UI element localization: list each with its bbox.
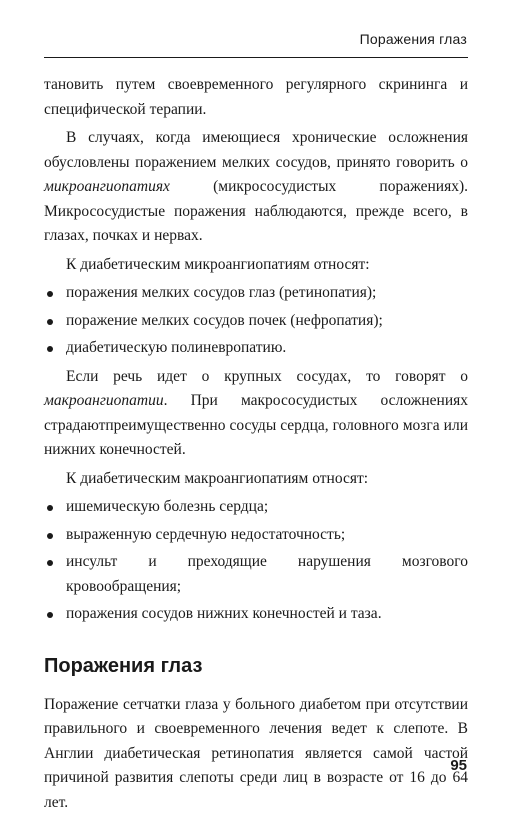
section-title: Поражения глаз bbox=[44, 653, 468, 679]
running-head: Поражения глаз bbox=[360, 31, 467, 47]
paragraph-micro-list-intro: К диабетическим микроангиопатиям относят: bbox=[44, 253, 468, 278]
paragraph-retinopathy: Поражение сетчатки глаза у больного диабетом при отсутствии правильного и своевременного лечения ведет к слепоте. В Англии диабетическая ретинопатия является самой частой причиной развития слепоты среди лиц в возрасте от 16 до 64 лет. bbox=[44, 693, 468, 815]
list-item-text: ишемическую болезнь сердца; bbox=[66, 498, 268, 515]
page-number: 95 bbox=[450, 757, 467, 774]
list-item-text: поражения мелких сосудов глаз (ретинопатия); bbox=[66, 284, 376, 301]
paragraph-text: . При макрососудистых осложнениях страдаютпреимущественно сосуды сердца, головного мозга или нижних конечностей. bbox=[44, 392, 468, 458]
paragraph-microangiopathy bbox=[44, 126, 468, 249]
header-rule bbox=[44, 57, 468, 58]
bullet-icon bbox=[47, 505, 53, 511]
page-content bbox=[44, 73, 468, 815]
list-item bbox=[44, 336, 468, 361]
italic-term: микроангиопатиях bbox=[44, 178, 170, 195]
paragraph-macroangiopathy bbox=[44, 365, 468, 463]
paragraph-text: (микрососудистых поражениях). Микрососудистые поражения наблюдаются, прежде всего, в глазах, почках и нервах. bbox=[44, 178, 468, 244]
bullet-icon bbox=[47, 346, 53, 352]
bullet-icon bbox=[47, 612, 53, 618]
micro-list bbox=[44, 281, 468, 361]
paragraph-continuation: тановить путем своевременного регулярного скрининга и специфической терапии. bbox=[44, 73, 468, 122]
bullet-icon bbox=[47, 560, 53, 566]
list-item bbox=[44, 523, 468, 548]
list-item-text: поражения сосудов нижних конечностей и таза. bbox=[66, 605, 382, 622]
paragraph-text: В случаях, когда имеющиеся хронические осложнения обусловлены поражением мелких сосудов, принято говорить о bbox=[44, 129, 468, 171]
bullet-icon bbox=[47, 319, 53, 325]
list-item bbox=[44, 602, 468, 627]
list-item bbox=[44, 495, 468, 520]
list-item-text: инсульт и преходящие нарушения мозгового кровообращения; bbox=[66, 553, 468, 595]
italic-term: макроангиопатии bbox=[44, 392, 164, 409]
list-item-text: диабетическую полиневропатию. bbox=[66, 339, 286, 356]
list-item bbox=[44, 550, 468, 599]
paragraph-macro-list-intro: К диабетическим макроангиопатиям относят: bbox=[44, 467, 468, 492]
list-item bbox=[44, 281, 468, 306]
list-item bbox=[44, 309, 468, 334]
paragraph-text: Если речь идет о крупных сосудах, то говорят о bbox=[66, 368, 468, 385]
list-item-text: поражение мелких сосудов почек (нефропатия); bbox=[66, 312, 383, 329]
bullet-icon bbox=[47, 533, 53, 539]
macro-list bbox=[44, 495, 468, 627]
list-item-text: выраженную сердечную недостаточность; bbox=[66, 526, 345, 543]
bullet-icon bbox=[47, 291, 53, 297]
